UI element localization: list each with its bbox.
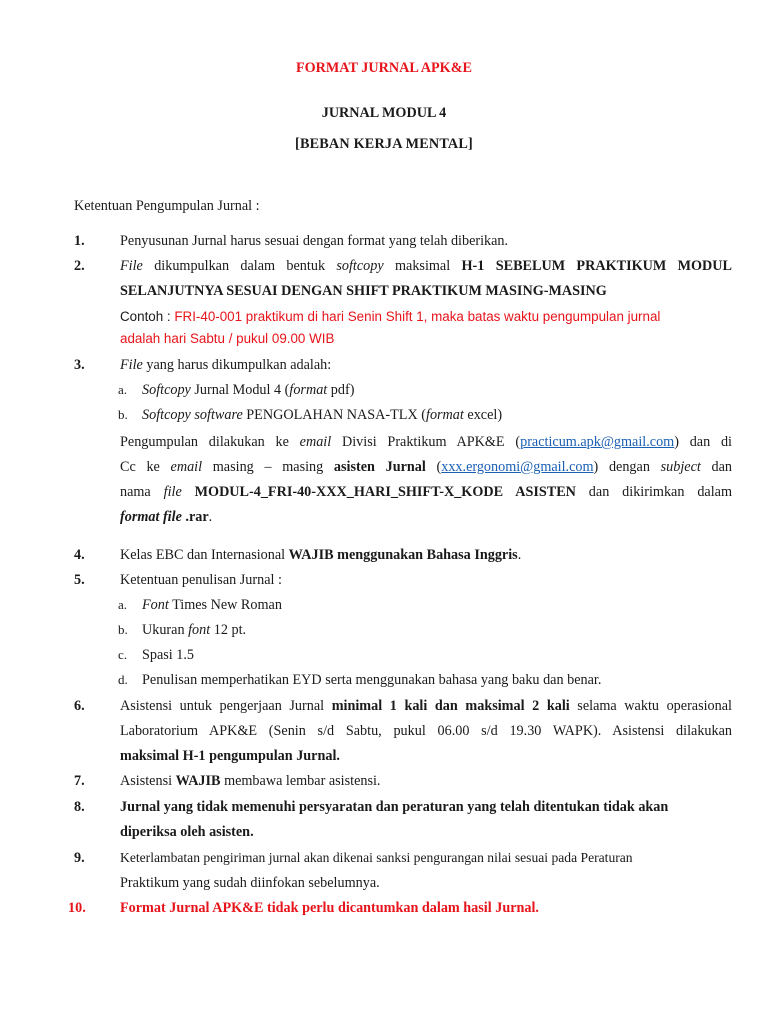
item-number: 1.: [74, 233, 85, 249]
email-link-asisten[interactable]: xxx.ergonomi@gmail.com: [441, 459, 594, 475]
item-number: 10.: [68, 900, 86, 916]
item-number: 4.: [74, 547, 85, 563]
example-line-2: adalah hari Sabtu / pukul 09.00 WIB: [120, 331, 335, 346]
item-number: 5.: [74, 572, 85, 588]
format-title: FORMAT JURNAL APK&E: [295, 60, 473, 76]
item-text: File yang harus dikumpulkan adalah:: [120, 357, 332, 373]
item-text-line: SELANJUTNYA SESUAI DENGAN SHIFT PRAKTIKUM MASING-MASING: [120, 282, 607, 299]
submission-line-3: nama file MODUL-4_FRI-40-XXX_HARI_SHIFT-X_KODE ASISTEN dan dikirimkan dalam: [120, 484, 732, 500]
document-page: FORMAT JURNAL APK&E JURNAL MODUL 4 [BEBAN KERJA MENTAL] Ketentuan Pengumpulan Jurnal : 1. Penyusunan Jurnal harus sesuai dengan format yang telah diberikan. 2. File dikumpulkan dalam bentuk softcopy maksimal H-1 SEBELUM PRAKTIKUM MODUL SELANJUTNYA SESUAI DENGAN SHIFT PRAKTIKUM MASING-MASING Contoh : FRI-40-001 praktikum di hari Senin Shift 1, maka batas waktu pengumpulan jurnal adalah hari Sabtu / pukul 09.00 WIB 3. File yang harus dikumpulkan adalah: a. Softcopy Jurnal Modul 4 (format pdf) b. Softcopy software PENGOLAHAN NASA-TLX (format excel) Pengumpulan dilakukan ke email Divisi Praktikum APK&E (practicum.apk@gmail.com) dan di Cc ke email masing – masing asisten Jurnal (xxx.ergonomi@gmail.com) dengan subject dan nama file MODUL-4_FRI-40-XXX_HARI_SHIFT-X_KODE ASISTEN dan dikirimkan dalam format file .rar. 4. Kelas EBC dan Internasional WAJIB menggunakan Bahasa Inggris. 5. Ketentuan penulisan Jurnal : a. Font Times New Roman b. Ukuran font 12 pt. c. Spasi 1.5 d. Penulisan memperhatikan EYD serta menggunakan bahasa yang baku dan benar. 6. Asistensi untuk pengerjaan Jurnal minimal 1 kali dan maksimal 2 kali selama waktu operasional Laboratorium APK&E (Senin s/d Sabtu, pukul 06.00 s/d 19.30 WAPK). Asistensi dilakukan maksimal H-1 pengumpulan Jurnal. 7. Asistensi WAJIB membawa lembar asistensi. 8. Jurnal yang tidak memenuhi persyaratan dan peraturan yang telah ditentukan tidak akan diperiksa oleh asisten. 9. Keterlambatan pengiriman jurnal akan dikenai sanksi pengurangan nilai sesuai pada Peraturan Praktikum yang sudah diinfokan sebelumnya. 10. Format Jurnal APK&E tidak perlu dicantumkan dalam hasil Jurnal.: [0, 0, 768, 1024]
subject-title: [BEBAN KERJA MENTAL]: [295, 136, 473, 152]
item-text: Asistensi WAJIB membawa lembar asistensi.: [120, 773, 381, 789]
item-number: 7.: [74, 773, 85, 789]
item-text: Format Jurnal APK&E tidak perlu dicantumkan dalam hasil Jurnal.: [120, 900, 539, 916]
submission-line-4: format file .rar.: [120, 509, 213, 525]
submission-line-1: Pengumpulan dilakukan ke email Divisi Praktikum APK&E (practicum.apk@gmail.com) dan di: [120, 434, 732, 450]
item-text: Ketentuan penulisan Jurnal :: [120, 572, 282, 588]
item-text: Kelas EBC dan Internasional WAJIB menggunakan Bahasa Inggris.: [120, 547, 522, 563]
item-number: 9.: [74, 850, 85, 866]
item-number: 2.: [74, 258, 85, 274]
email-link-practicum[interactable]: practicum.apk@gmail.com: [520, 434, 675, 450]
item-number: 8.: [74, 799, 85, 815]
item-text-line: File dikumpulkan dalam bentuk softcopy maksimal H-1 SEBELUM PRAKTIKUM MODUL: [120, 258, 732, 274]
module-title: JURNAL MODUL 4: [321, 105, 447, 121]
intro-text: Ketentuan Pengumpulan Jurnal :: [74, 198, 260, 214]
item-number: 3.: [74, 357, 85, 373]
item-text: Penyusunan Jurnal harus sesuai dengan format yang telah diberikan.: [120, 233, 509, 249]
item-number: 6.: [74, 698, 85, 714]
example-line-1: Contoh : FRI-40-001 praktikum di hari Senin Shift 1, maka batas waktu pengumpulan jurnal: [120, 309, 661, 324]
submission-line-2: Cc ke email masing – masing asisten Jurnal (xxx.ergonomi@gmail.com) dengan subject dan: [120, 459, 732, 475]
